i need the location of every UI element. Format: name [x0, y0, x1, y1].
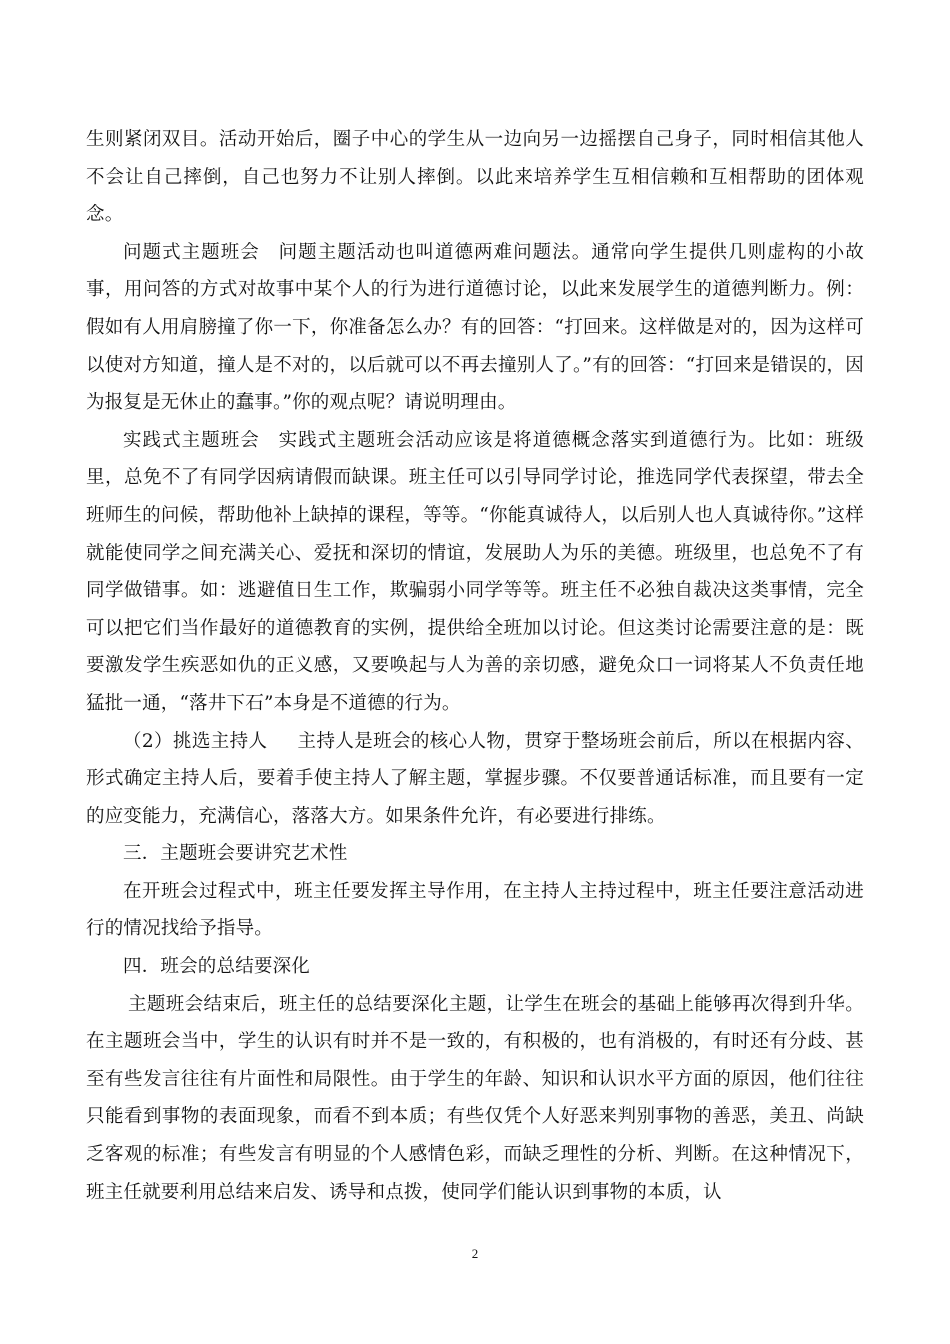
paragraph-host-selection — [86, 723, 864, 836]
paragraph-title: （2）挑选主持人 — [123, 730, 268, 752]
paragraph-guidance: 在开班会过程式中，班主任要发挥主导作用，在主持人主持过程中，班主任要注意活动进行的情况找给予指导。 — [86, 880, 864, 940]
paragraph-question-style — [86, 234, 864, 422]
paragraph-body: 主持人是班会的核心人物，贯穿于整场班会前后，所以在根据内容、形式确定主持人后，要着手使主持人了解主题，掌握步骤。不仅要普通话标准，而且要有一定的应变能力，充满信心，落落大方。如果条件允许，有必要进行排练。 — [86, 730, 864, 827]
paragraph-title: 问题式主题班会 — [123, 241, 260, 263]
paragraph-body: 问题主题活动也叫道德两难问题法。通常向学生提供几则虚构的小故事，用问答的方式对故事中某个人的行为进行道德讨论，以此来发展学生的道德判断力。例：假如有人用肩膀撞了你一下，你准备怎么办？有的回答：“打回来。这样做是对的，因为这样可以使对方知道，撞人是不对的，以后就可以不再去撞别人了。”有的回答：“打回来是错误的，因为报复是无休止的蠢事。”你的观点呢？请说明理由。 — [86, 241, 864, 414]
paragraph-title: 实践式主题班会 — [123, 429, 260, 451]
paragraph-continuation: 生则紧闭双目。活动开始后，圈子中心的学生从一边向另一边摇摆自己身子，同时相信其他人不会让自己摔倒，自己也努力不让别人摔倒。以此来培养学生互相信赖和互相帮助的团体观念。 — [86, 129, 864, 226]
section-heading-4: 四．班会的总结要深化 — [123, 956, 311, 978]
section-heading-3: 三．主题班会要讲究艺术性 — [123, 843, 348, 865]
paragraph-practice-style — [86, 422, 864, 723]
page-number: 2 — [471, 1246, 479, 1261]
paragraph-body: 实践式主题班会活动应该是将道德概念落实到道德行为。比如：班级里，总免不了有同学因病请假而缺课。班主任可以引导同学讨论，推选同学代表探望，带去全班师生的问候，帮助他补上缺掉的课程，等等。“你能真诚待人，以后别人也人真诚待你。”这样就能使同学之间充满关心、爱抚和深切的情谊，发展助人为乐的美德。班级里，也总免不了有同学做错事。如：逃避值日生工作，欺骗弱小同学等等。班主任不必独自裁决这类事情，完全可以把它们当作最好的道德教育的实例，提供给全班加以讨论。但这类讨论需要注意的是：既要激发学生疾恶如仇的正义感，又要唤起与人为善的亲切感，避免众口一词将某人不负责任地猛批一通，“落井下石”本身是不道德的行为。 — [86, 429, 864, 714]
paragraph-summary: 主题班会结束后，班主任的总结要深化主题，让学生在班会的基础上能够再次得到升华。在主题班会当中，学生的认识有时并不是一致的，有积极的，也有消极的，有时还有分歧、甚至有些发言往往有片面性和局限性。由于学生的年龄、知识和认识水平方面的原因，他们往往只能看到事物的表面现象，而看不到本质；有些仅凭个人好恶来判别事物的善恶，美丑、尚缺乏客观的标准；有些发言有明显的个人感情色彩，而缺乏理性的分析、判断。在这种情况下，班主任就要利用总结来启发、诱导和点拨，使同学们能认识到事物的本质，认 — [86, 993, 864, 1203]
